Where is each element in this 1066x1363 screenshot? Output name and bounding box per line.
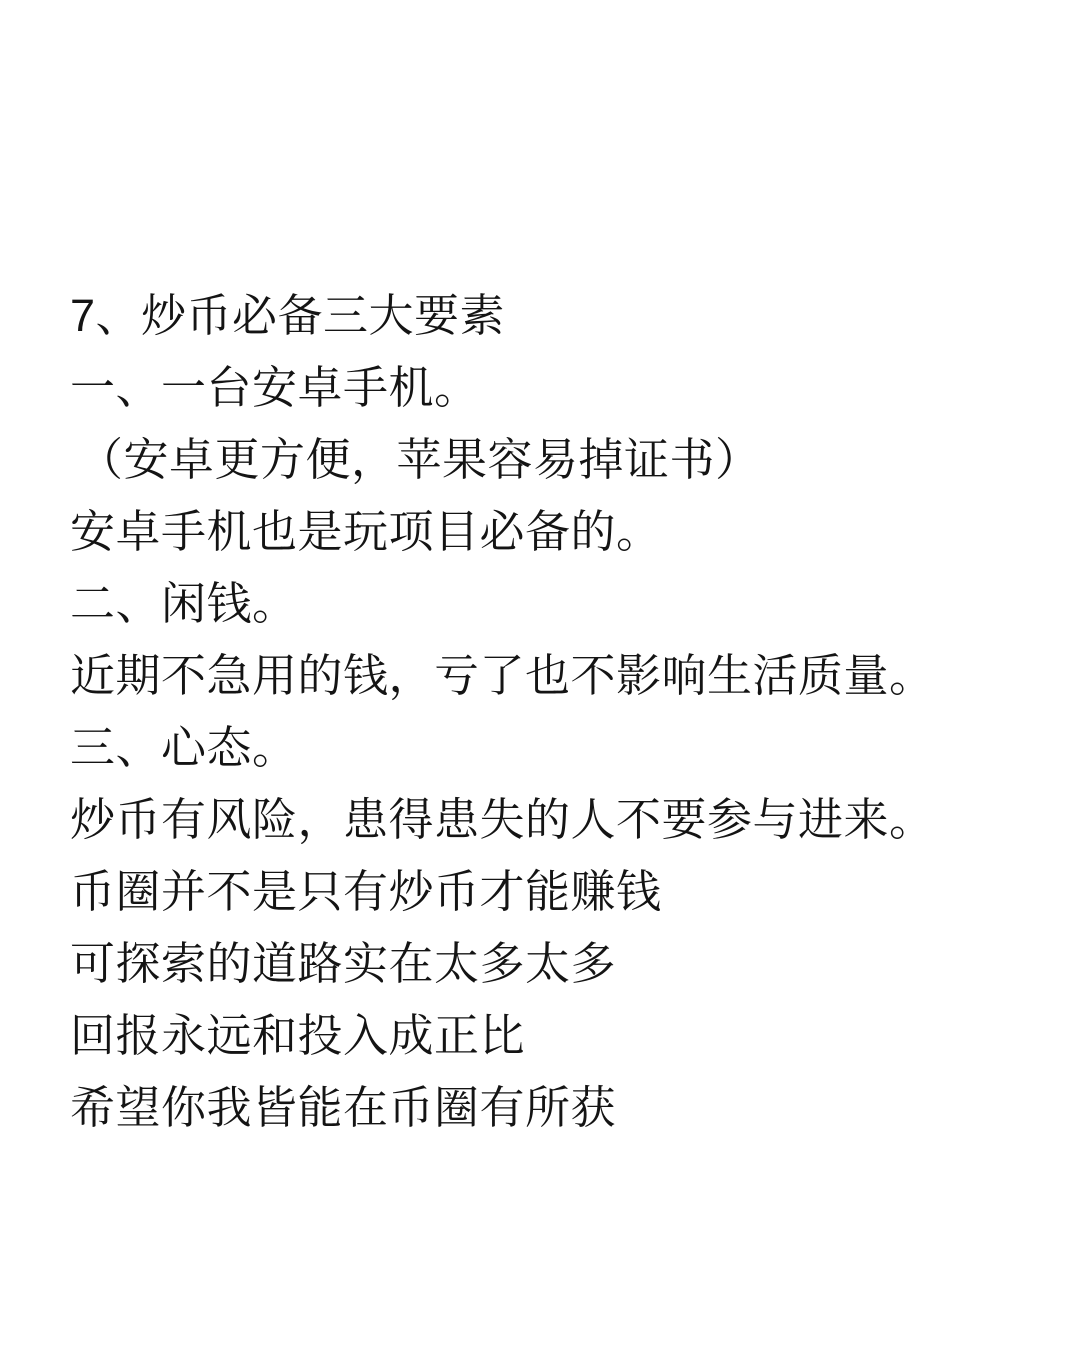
text-line-4: 二、闲钱。 bbox=[70, 578, 298, 629]
text-line-7: 炒币有风险，患得患失的人不要参与进来。 bbox=[70, 794, 935, 845]
document-text-body bbox=[70, 280, 1006, 1144]
text-line-5: 近期不急用的钱，亏了也不影响生活质量。 bbox=[70, 650, 935, 701]
text-line-11: 希望你我皆能在币圈有所获 bbox=[70, 1082, 617, 1133]
text-line-2: （安卓更方便，苹果容易掉证书） bbox=[78, 434, 761, 485]
text-line-3: 安卓手机也是玩项目必备的。 bbox=[70, 506, 662, 557]
text-line-10: 回报永远和投入成正比 bbox=[70, 1010, 526, 1061]
text-line-1: 一、一台安卓手机。 bbox=[70, 362, 480, 413]
text-line-6: 三、心态。 bbox=[70, 722, 298, 773]
text-line-8: 币圈并不是只有炒币才能赚钱 bbox=[70, 866, 662, 917]
text-line-9: 可探索的道路实在太多太多 bbox=[70, 938, 617, 989]
text-line-heading: 7、炒币必备三大要素 bbox=[70, 290, 506, 341]
